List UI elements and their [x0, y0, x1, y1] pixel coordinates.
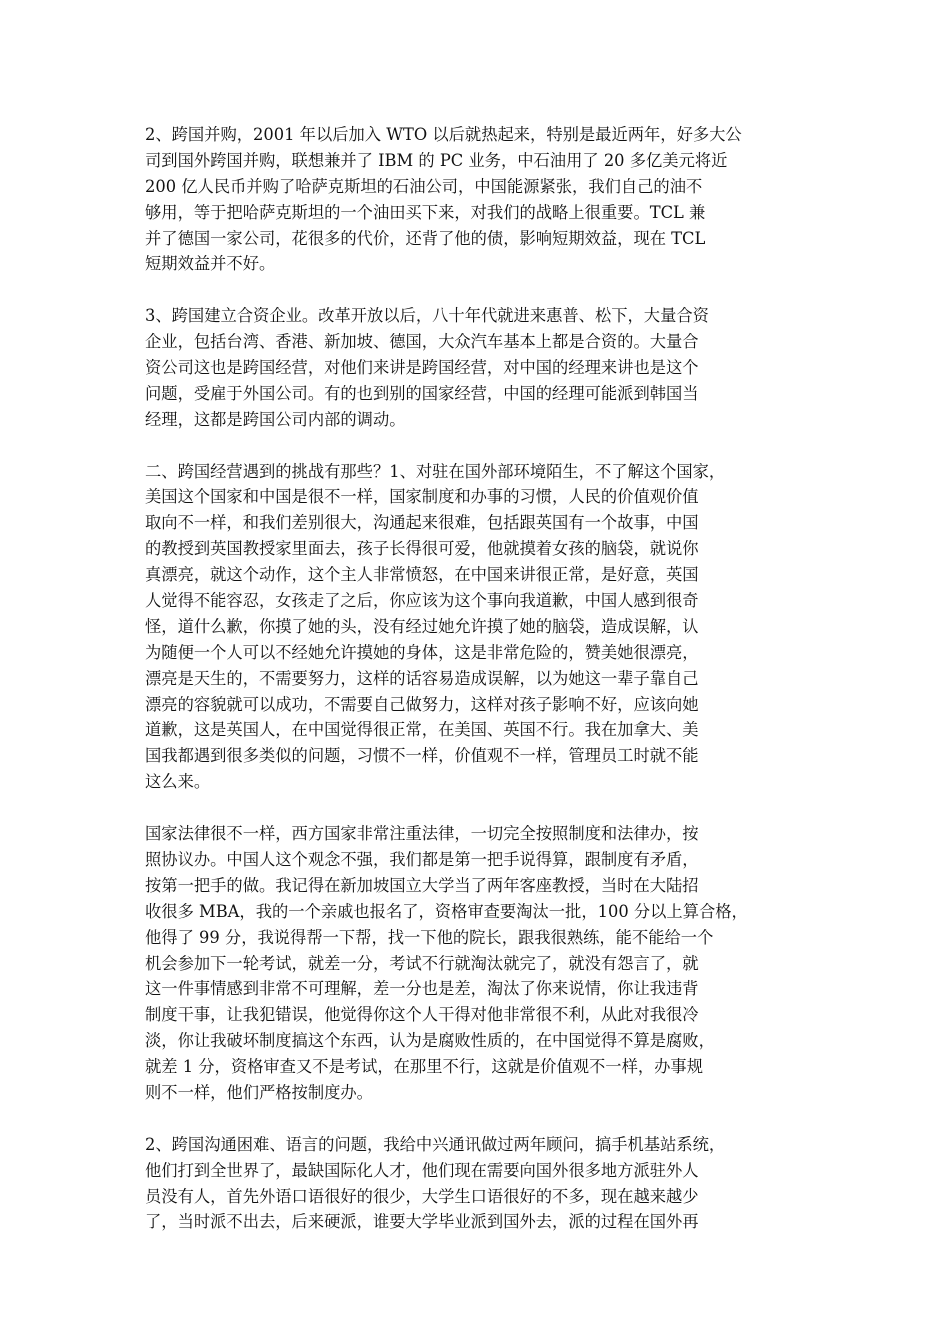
text-line: 则不一样，他们严格按制度办。: [145, 1082, 373, 1102]
document-page: [145, 122, 813, 1261]
text-line: 问题，受雇于外国公司。有的也到别的国家经营，中国的经理可能派到韩国当: [145, 383, 699, 403]
text-line: 人觉得不能容忍，女孩走了之后，你应该为这个事向我道歉，中国人感到很奇: [145, 591, 699, 611]
text-line: 就差 1 分，资格审查又不是考试，在那里不行，这就是价值观不一样，办事规: [145, 1057, 703, 1077]
paragraph-communication: [145, 1132, 813, 1236]
text-line: 够用，等于把哈萨克斯坦的一个油田买下来，对我们的战略上很重要。TCL 兼: [145, 202, 706, 222]
text-line: 机会参加下一轮考试，就差一分，考试不行就淘汰就完了，就没有怨言了，就: [145, 953, 699, 973]
text-line: 二、跨国经营遇到的挑战有那些？1、对驻在国外部环境陌生，不了解这个国家，: [145, 461, 726, 481]
text-line: 照协议办。中国人这个观念不强，我们都是第一把手说得算，跟制度有矛盾，: [145, 849, 699, 869]
paragraph-joint-ventures: [145, 303, 813, 432]
text-line: 取向不一样，和我们差别很大，沟通起来很难，包括跟英国有一个故事，中国: [145, 513, 699, 533]
text-line: 按第一把手的做。我记得在新加坡国立大学当了两年客座教授，当时在大陆招: [145, 875, 699, 895]
text-line: 3、跨国建立合资企业。改革开放以后，八十年代就进来惠普、松下，大量合资: [145, 306, 709, 326]
text-line: 他们打到全世界了，最缺国际化人才，他们现在需要向国外很多地方派驻外人: [145, 1160, 699, 1180]
text-line: 这一件事情感到非常不可理解，差一分也是差，淘汰了你来说情，你让我违背: [145, 979, 699, 999]
text-line: 这么来。: [145, 772, 211, 792]
text-line: 司到国外跨国并购，联想兼并了 IBM 的 PC 业务，中石油用了 20 多亿美元将近: [145, 150, 728, 170]
text-line: 漂亮的容貌就可以成功，不需要自己做努力，这样对孩子影响不好，应该向她: [145, 694, 699, 714]
text-line: 漂亮是天生的，不需要努力，这样的话容易造成误解，以为她这一辈子靠自己: [145, 668, 699, 688]
text-line: 短期效益并不好。: [145, 254, 276, 274]
paragraph-challenges: [145, 459, 813, 796]
text-line: 美国这个国家和中国是很不一样，国家制度和办事的习惯，人民的价值观价值: [145, 487, 699, 507]
text-line: 资公司这也是跨国经营，对他们来讲是跨国经营，对中国的经理来讲也是这个: [145, 358, 699, 378]
text-line: 国家法律很不一样，西方国家非常注重法律，一切完全按照制度和法律办，按: [145, 824, 699, 844]
text-line: 淡，你让我破坏制度搞这个东西，认为是腐败性质的，在中国觉得不算是腐败，: [145, 1031, 715, 1051]
text-line: 了，当时派不出去，后来硬派，谁要大学毕业派到国外去，派的过程在国外再: [145, 1212, 699, 1232]
text-line: 收很多 MBA，我的一个亲戚也报名了，资格审查要淘汰一批，100 分以上算合格，: [145, 901, 748, 921]
text-line: 他得了 99 分，我说得帮一下帮，找一下他的院长，跟我很熟练，能不能给一个: [145, 927, 714, 947]
text-line: 员没有人，首先外语口语很好的很少，大学生口语很好的不多，现在越来越少: [145, 1186, 699, 1206]
text-line: 经理，这都是跨国公司内部的调动。: [145, 409, 406, 429]
text-line: 制度干事，让我犯错误，他觉得你这个人干得对他非常很不利，从此对我很冷: [145, 1005, 699, 1025]
text-line: 道歉，这是英国人，在中国觉得很正常，在美国、英国不行。我在加拿大、美: [145, 720, 699, 740]
text-line: 2、跨国沟通困难、语言的问题，我给中兴通讯做过两年顾问，搞手机基站系统，: [145, 1134, 726, 1154]
paragraph-cross-border-mna: [145, 122, 813, 277]
text-line: 为随便一个人可以不经她允许摸她的身体，这是非常危险的，赞美她很漂亮，: [145, 642, 699, 662]
text-line: 200 亿人民币并购了哈萨克斯坦的石油公司，中国能源紧张，我们自己的油不: [145, 176, 703, 196]
text-line: 的教授到英国教授家里面去，孩子长得很可爱，他就摸着女孩的脑袋，就说你: [145, 539, 699, 559]
text-line: 怪，道什么歉，你摸了她的头，没有经过她允许摸了她的脑袋，造成误解，认: [145, 616, 699, 636]
text-line: 并了德国一家公司，花很多的代价，还背了他的债，影响短期效益，现在 TCL: [145, 228, 706, 248]
text-line: 企业，包括台湾、香港、新加坡、德国，大众汽车基本上都是合资的。大量合: [145, 332, 699, 352]
text-line: 国我都遇到很多类似的问题，习惯不一样，价值观不一样，管理员工时就不能: [145, 746, 699, 766]
text-line: 真漂亮，就这个动作，这个主人非常愤怒，在中国来讲很正常，是好意，英国: [145, 565, 699, 585]
text-line: 2、跨国并购，2001 年以后加入 WTO 以后就热起来，特别是最近两年，好多大公: [145, 125, 742, 144]
paragraph-national-law: [145, 821, 813, 1106]
